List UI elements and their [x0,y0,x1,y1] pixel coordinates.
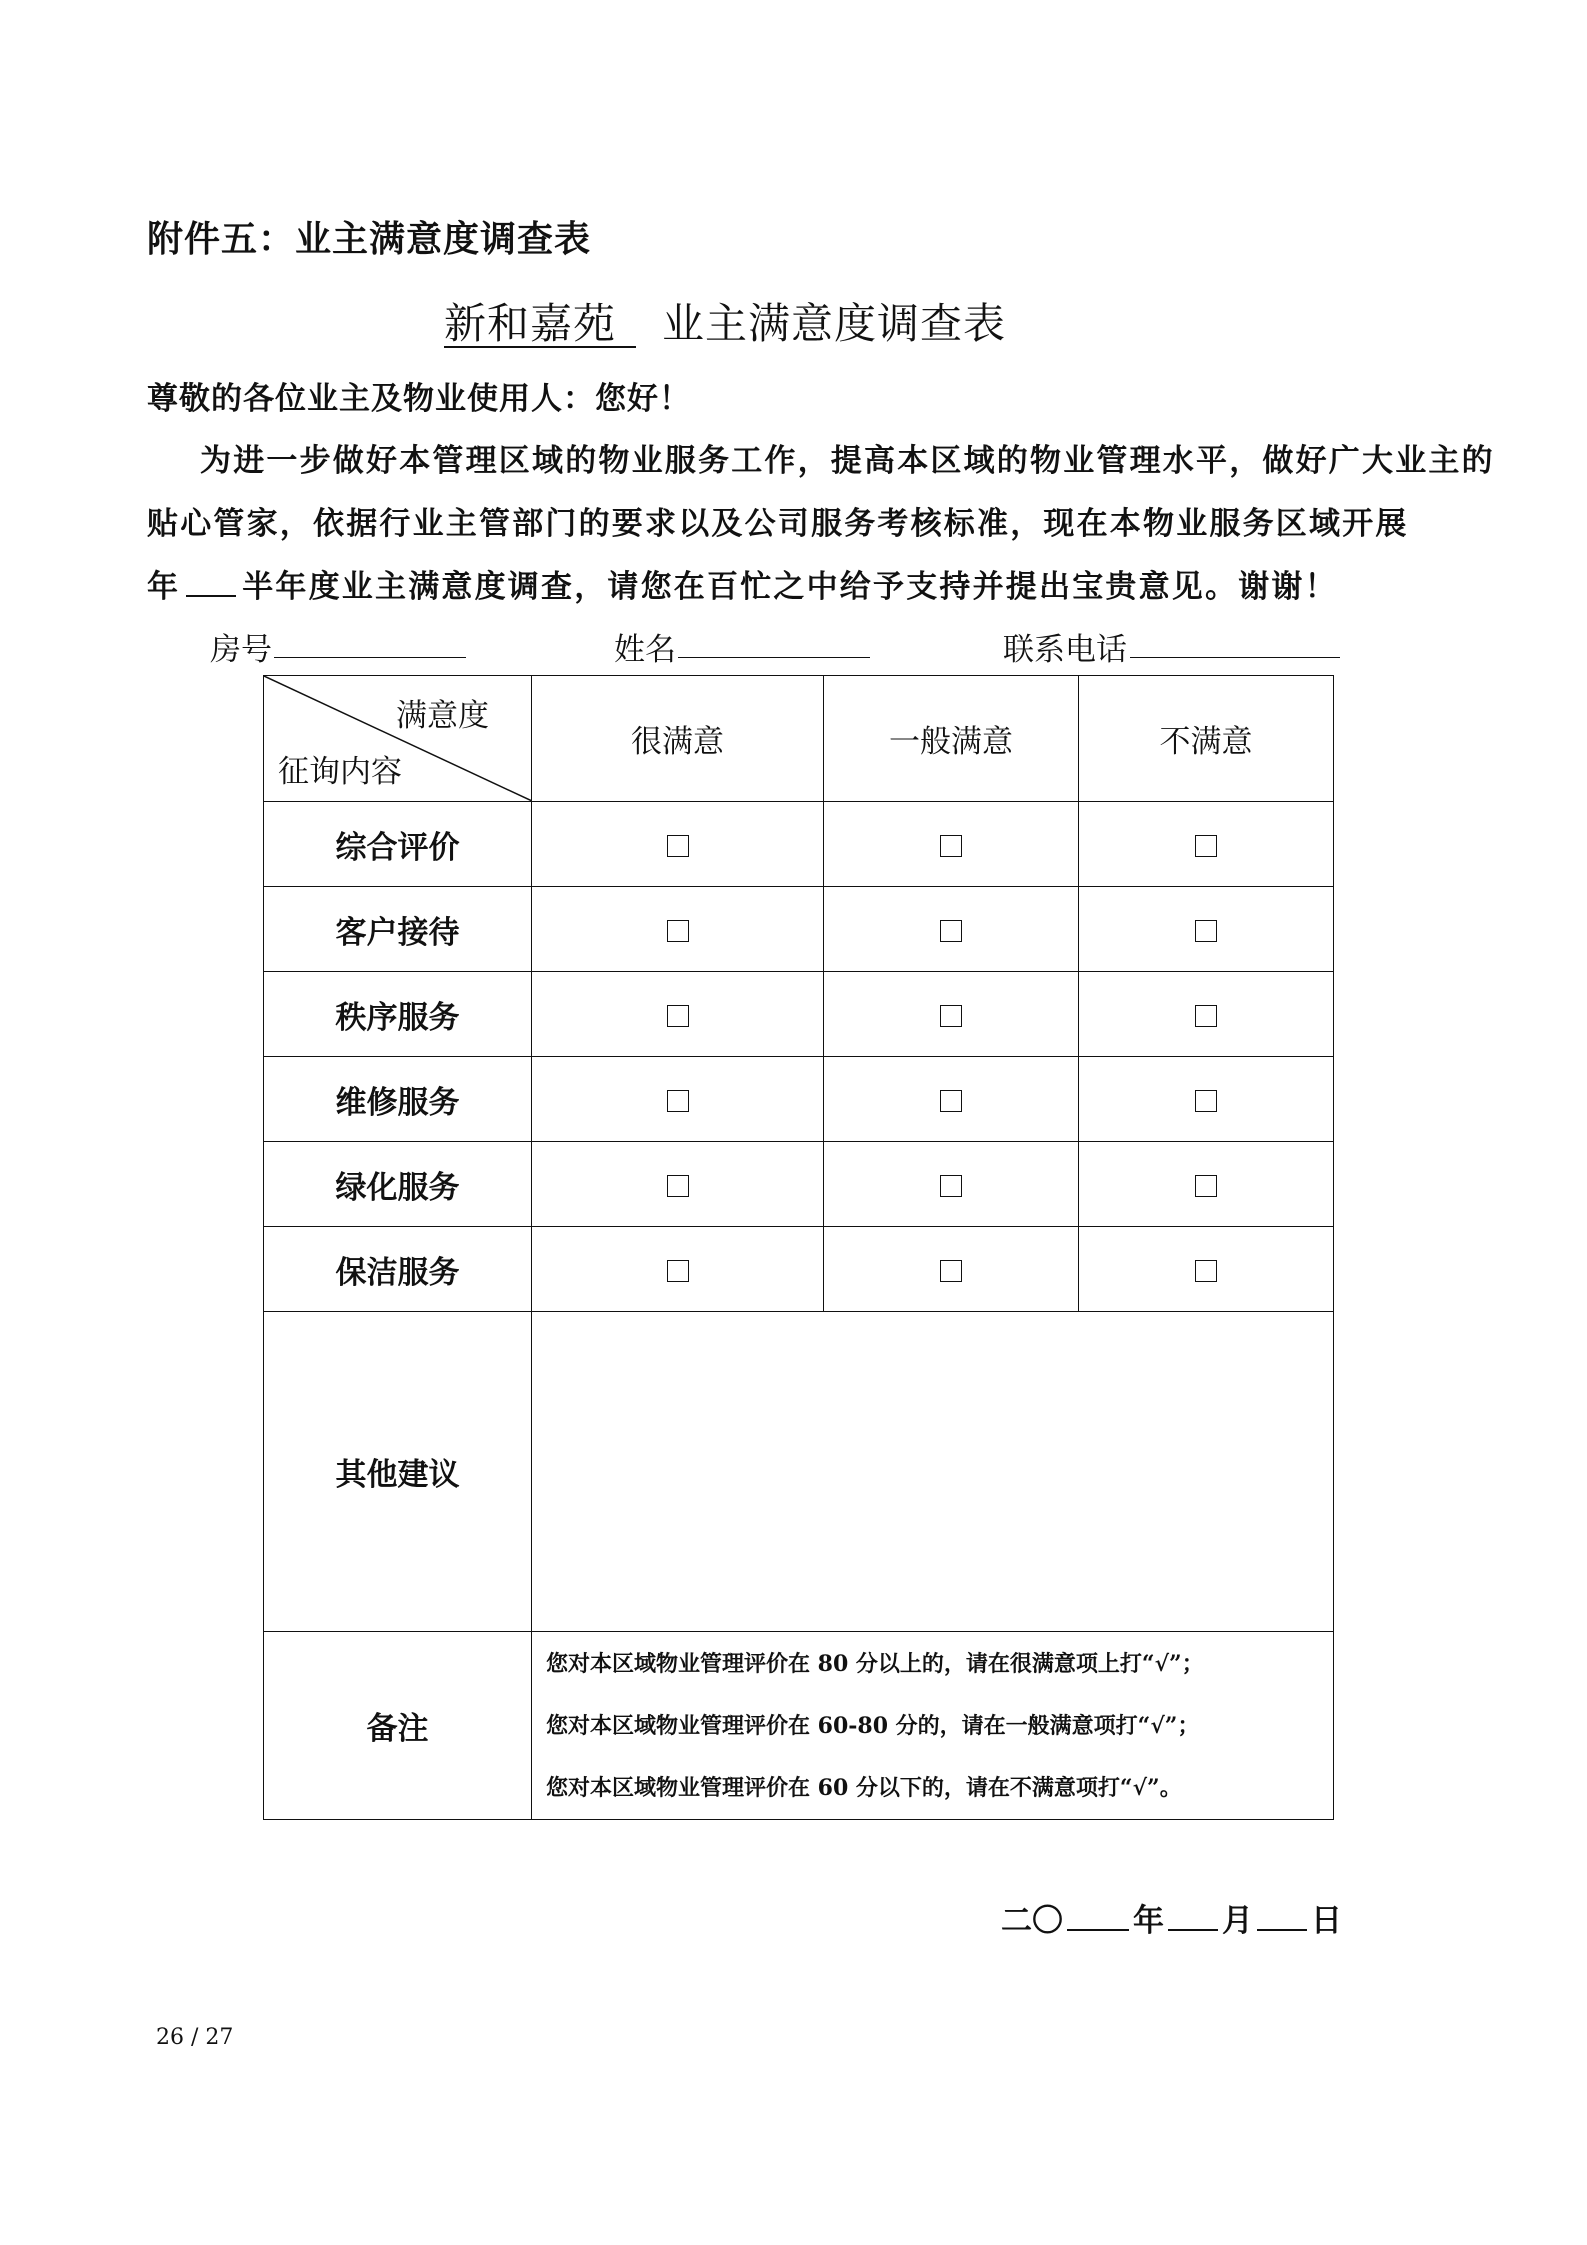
phone-field[interactable] [1130,657,1340,658]
checkbox-cell [1079,1227,1334,1312]
checkbox[interactable] [940,1260,962,1282]
checkbox-cell [824,972,1079,1057]
checkbox-cell [824,887,1079,972]
item-label: 保洁服务 [264,1227,532,1312]
checkbox[interactable] [667,835,689,857]
table-row [264,887,1334,972]
checkbox[interactable] [667,1260,689,1282]
year-blank[interactable] [186,569,236,597]
checkbox-cell [1079,1142,1334,1227]
intro-paragraph-line [147,561,1338,606]
date-prefix: 二〇 [1001,1903,1063,1939]
remarks-content [532,1632,1334,1820]
day-label: 日 [1311,1903,1342,1939]
table-row [264,802,1334,887]
checkbox-cell [532,1227,824,1312]
month-label: 月 [1222,1903,1253,1939]
estate-name: 新和嘉苑 [444,302,636,348]
checkbox[interactable] [1195,1260,1217,1282]
survey-table [263,675,1334,1820]
page-number: 26 / 27 [156,2025,234,2050]
checkbox[interactable] [1195,835,1217,857]
greeting: 尊敬的各位业主及物业使用人：您好！ [147,381,691,417]
remarks-label: 备注 [264,1632,532,1820]
intro-paragraph-line: 为进一步做好本管理区域的物业服务工作，提高本区域的物业管理水平，做好广大业主的 [200,443,1495,479]
remark-line: 您对本区域物业管理评价在 60-80 分的，请在一般满意项打“√”； [546,1712,1200,1739]
date-line [1001,1895,1342,1940]
name-label: 姓名 [614,632,676,668]
column-header-dissatisfied: 不满意 [1079,676,1334,802]
item-label: 维修服务 [264,1057,532,1142]
remarks-row [264,1632,1334,1820]
column-header-fairly-satisfied: 一般满意 [824,676,1079,802]
checkbox-cell [1079,887,1334,972]
checkbox[interactable] [1195,920,1217,942]
year-field[interactable] [1067,1905,1129,1931]
checkbox-cell [824,1227,1079,1312]
form-title [444,291,1006,351]
checkbox-cell [1079,1057,1334,1142]
room-number-field[interactable] [274,657,466,658]
checkbox[interactable] [940,835,962,857]
form-title-suffix: 业主满意度调查表 [662,299,1007,348]
name-field[interactable] [678,657,870,658]
checkbox[interactable] [1195,1005,1217,1027]
checkbox-cell [1079,802,1334,887]
day-field[interactable] [1257,1905,1307,1931]
item-label: 秩序服务 [264,972,532,1057]
table-header-row [264,676,1334,802]
checkbox[interactable] [940,1090,962,1112]
month-field[interactable] [1168,1905,1218,1931]
checkbox-cell [824,1142,1079,1227]
remark-line: 您对本区域物业管理评价在 80 分以上的，请在很满意项上打“√”； [546,1650,1204,1677]
column-header-very-satisfied: 很满意 [532,676,824,802]
checkbox-cell [532,802,824,887]
checkbox[interactable] [1195,1175,1217,1197]
intro-paragraph-tail: 半年度业主满意度调查，请您在百忙之中给予支持并提出宝贵意见。谢谢！ [242,569,1338,605]
checkbox-cell [1079,972,1334,1057]
checkbox-cell [532,972,824,1057]
checkbox[interactable] [940,1175,962,1197]
checkbox[interactable] [667,1175,689,1197]
satisfaction-header: 满意度 [396,698,489,734]
checkbox-cell [532,1142,824,1227]
year-label: 年 [1133,1903,1164,1939]
checkbox[interactable] [667,920,689,942]
checkbox-cell [532,887,824,972]
table-row [264,1227,1334,1312]
item-label: 客户接待 [264,887,532,972]
table-row [264,972,1334,1057]
checkbox-cell [532,1057,824,1142]
checkbox-cell [824,1057,1079,1142]
suggestions-label: 其他建议 [264,1312,532,1632]
suggestions-input-area[interactable] [532,1312,1334,1632]
checkbox[interactable] [940,920,962,942]
checkbox[interactable] [667,1005,689,1027]
checkbox[interactable] [1195,1090,1217,1112]
item-label: 综合评价 [264,802,532,887]
attachment-heading: 附件五：业主满意度调查表 [147,218,592,260]
remark-line: 您对本区域物业管理评价在 60 分以下的，请在不满意项打“√”。 [546,1774,1182,1801]
checkbox-cell [824,802,1079,887]
corner-cell [264,676,532,802]
checkbox[interactable] [667,1090,689,1112]
checkbox[interactable] [940,1005,962,1027]
year-prefix: 年 [147,569,181,605]
table-row [264,1142,1334,1227]
item-label: 绿化服务 [264,1142,532,1227]
suggestions-row [264,1312,1334,1632]
phone-label: 联系电话 [1003,632,1127,668]
table-row [264,1057,1334,1142]
inquiry-content-header: 征询内容 [278,754,402,790]
intro-paragraph-line: 贴心管家，依据行业主管部门的要求以及公司服务考核标准，现在本物业服务区域开展 [147,506,1409,542]
room-number-label: 房号 [210,632,272,668]
